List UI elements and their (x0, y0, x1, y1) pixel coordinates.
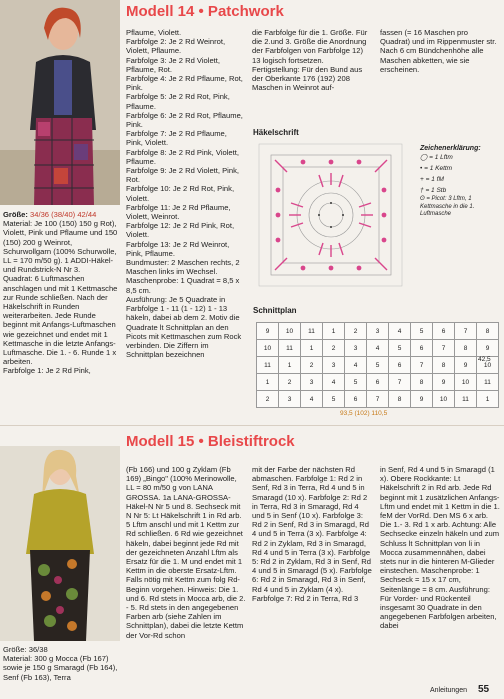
sizes-line: Größe: 34/36 (38/40) 42/44 (3, 210, 97, 219)
schnitt-title: Schnittplan (253, 306, 297, 315)
schnitt-row: 9 10 11 1 2 3 4 5 6 7 8 (257, 323, 499, 340)
schnitt-row: 2 3 4 5 6 7 8 9 10 11 1 (257, 391, 499, 408)
page-number: 55 (478, 684, 490, 695)
quadrat-text: Quadrat: 6 Luftmaschen anschlagen und mit 1 Kettmasche zur Runde schließen. Nach der Häkelschrift in Runden weiterarbeiten. Jede Runde beginnt mit Anfangs-Luftmaschen wie gezeichnet und endet mit 1 Kettmasche in die letzte Anfangs-Luftmasche. Die 1. - 6. Runde 1 x arbeiten. (3, 274, 118, 367)
model-15-col4: in Senf, Rd 4 und 5 in Smaragd (1 x). Obere Rockkante: Lt Häkelschrift 2 in Rd arb. Jede Rd beginnt mit 1 zusätzlichen Anfangs-Lftm und endet mit 1 Kettm in die 1. feM der VorRd. Den MS 6 x arb. Die 1.- 3. Rd 1 x arb. Achtung: Alle Sechsecke einzeln häkeln und zum Schluss lt Schnittplan von li in Mocca zusammennähen, dabei stets nur in die hinteren M-Glieder einstechen. Maschenprobe: 1 Sechseck = 15 x 17 cm, Seitenlänge = 8 cm. Ausführung: Für Vorder- und Rückenteil insgesamt 30 Quadrate in den angegebenen Farbfolgen arbeiten, dabei (380, 465, 500, 631)
schnitt-side-measure: 42,5 (478, 356, 491, 363)
model-15-col1 (3, 645, 119, 682)
schnitt-bottom-measure: 93,5 (102) 110,5 (340, 410, 388, 417)
legend (420, 145, 504, 219)
model-15-title: Modell 15 • Bleistiftrock (126, 433, 295, 450)
chart-title: Häkelschrift (253, 128, 299, 137)
schnitt-row: 11 1 2 3 4 5 6 7 8 9 10 (257, 357, 499, 374)
model-14-col1 (3, 210, 119, 376)
slipstitch-icon: • (420, 165, 423, 172)
model-15-col3: mit der Farbe der nächsten Rd abmaschen. Farbfolge 1: Rd 2 in Senf, Rd 3 in Terra, Rd 4 und 5 in Smaragd (10 x). Farbfolge 2: Rd 2 in Terra, Rd 3 in Smaragd, Rd 4 und 5 in Senf (10 x). Farbfolge 3: Rd 2 in Senf, Rd 3 in Smaragd, Rd 4 und 5 in Terra (3 x). Farbfolge 4: Rd 2 in Zyklam, Rd 3 in Smaragd, Rd 4 und 5 in Terra (3 x). Farbfolge 5: Rd 2 in Zyklam, Rd 3 in Senf, Rd 4 und 5 in Smaragd (5 x). Farbfolge 6: Rd 2 in Smaragd, Rd 3 in Senf, Rd 4 und 5 in Zyklam (4 x). Farbfolge 7: Rd 2 in Terra, Rd 3 (252, 465, 372, 603)
model-14-col2: Pflaume, Violett. Farbfolge 2: Je 2 Rd Weinrot, Violett, Pflaume. Farbfolge 3: Je 2 Rd Violett, Pflaume, Rot. Farbfolge 4: Je 2 Rd Pflaume, Rot, Pink. Farbfolge 5: Je 2 Rd Rot, Pink, Pflaume. Farbfolge 6: Je 2 Rd Rot, Pflaume, Pink. Farbfolge 7: Je 2 Rd Pflaume, Pink, Violett. Farbfolge 8: Je 2 Rd Pink, Violett, Pflaume. Farbfolge 9: Je 2 Rd Violett, Pink, Rot. Farbfolge 10: Je 2 Rd Rot, Pink, Violett. Farbfolge 11: Je 2 Rd Pflaume, Violett, Weinrot. Farbfolge 12: Je 2 Rd Pink, Rot, Violett. Farbfolge 13: Je 2 Rd Weinrot, Pink, Pflaume. Bundmuster: 2 Maschen rechts, 2 Maschen links im Wechsel. Maschenprobe: 1 Quadrat = 8,5 x 8,5 cm. Ausführung: Je 5 Quadrate in Farbfolge 1 - 11 (1 - 12) 1 - 13 häkeln, dabei ab dem 2. Motiv die Quadrate lt Schnittplan an den Picots mit Kettmaschen zum Rock verbinden. Die Ziffern im Schnittplan bezeichnen (126, 28, 243, 360)
model-14-col3: die Farbfolge für die 1. Größe. Für die 2.und 3. Größe die Anordnung der Farbfolgen von Farbfolge 12) 13 logisch fortsetzen. Fertigstellung: Für den Bund aus der Oberkante 176 (192) 208 Maschen in Weinrot auf- (252, 28, 368, 93)
crochet-chart (253, 140, 408, 290)
legend-title: Zeichenerklärung: (420, 145, 481, 152)
material-text: Material: Je 100 (150) 150 g Rot), Violett, Pink und Pflaume und 150 (150) 200 g Weinrot, Schurwollgarn (100% Schurwolle, LL = 170 m/50 g). 1 ADDI-Häkel- und Rundstrick-N Nr 3. (3, 219, 118, 275)
double-crochet-icon: † (420, 187, 424, 194)
section-divider (0, 425, 504, 426)
model-15-col2: (Fb 166) und 100 g Zyklam (Fb 169) „Bingo" (100% Merinowolle, LL = 80 m/50 g von LANA GROSSA. 1a LANA-GROSSA-Häkel-N Nr 5 und 8. Sechseck mit N Nr 5: Lt Häkelschrift 1 in Rd arb. 5 Lftm anschl und mit 1 Kettm zur Rd schließen. 6 Rd wie gezeichnet häkeln, dabei beginnt jede Rd mit der gezeichneten Anzahl Lftm als Ersatz für die 1. M und endet mit 1 Kettm in die oberste Ersatz-Lftm. Falls nötig mit Kettm zum folg Rd-Beginn vorgehen. Hinweis: Die 1. und 6. Rd stets in Mocca arb, die 2. - 5. Rd stets in den angegebenen Farben arb (siehe Zahlen im Schnittplan), dabei die letzte Kettm der Vor-Rd schon (126, 465, 246, 640)
model-14-col4: fassen (= 16 Maschen pro Quadrat) und im Rippenmuster str. Nach 6 cm Bündchenhöhe alle Maschen abketten, wie sie erscheinen. (380, 28, 497, 74)
model-15-sizes: Größe: 36/38 (3, 645, 48, 654)
model-15-photo (0, 446, 120, 641)
legend-item-fm: + = 1 fM (420, 176, 444, 183)
schnitt-row: 1 2 3 4 5 6 7 8 9 10 11 (257, 374, 499, 391)
schnitt-row: 10 11 1 2 3 4 5 6 7 8 9 (257, 340, 499, 357)
legend-item-picot: ʘ = Picot: 3 Lftm, 1 Kettmasche in die 1. Luftmasche (420, 196, 475, 217)
model-14-photo (0, 0, 120, 205)
model-14-title: Modell 14 • Patchwork (126, 3, 284, 20)
schnitt-table (256, 322, 499, 408)
picot-icon: ʘ (420, 196, 425, 202)
single-crochet-icon: + (420, 176, 424, 183)
legend-item-lftm: ◯ = 1 Lftm (420, 154, 453, 161)
footer-label: Anleitungen (430, 687, 467, 694)
legend-item-stb: † = 1 Stb (420, 187, 447, 194)
farbfolge1-text: Farbfolge 1: Je 2 Rd Pink, (3, 366, 91, 376)
model-15-material: Material: 300 g Mocca (Fb 167) sowie je 150 g Smaragd (Fb 164), Senf (Fb 163), Terra (3, 654, 118, 682)
legend-item-kettm: • = 1 Kettm (420, 165, 453, 172)
chain-icon: ◯ (420, 154, 428, 161)
